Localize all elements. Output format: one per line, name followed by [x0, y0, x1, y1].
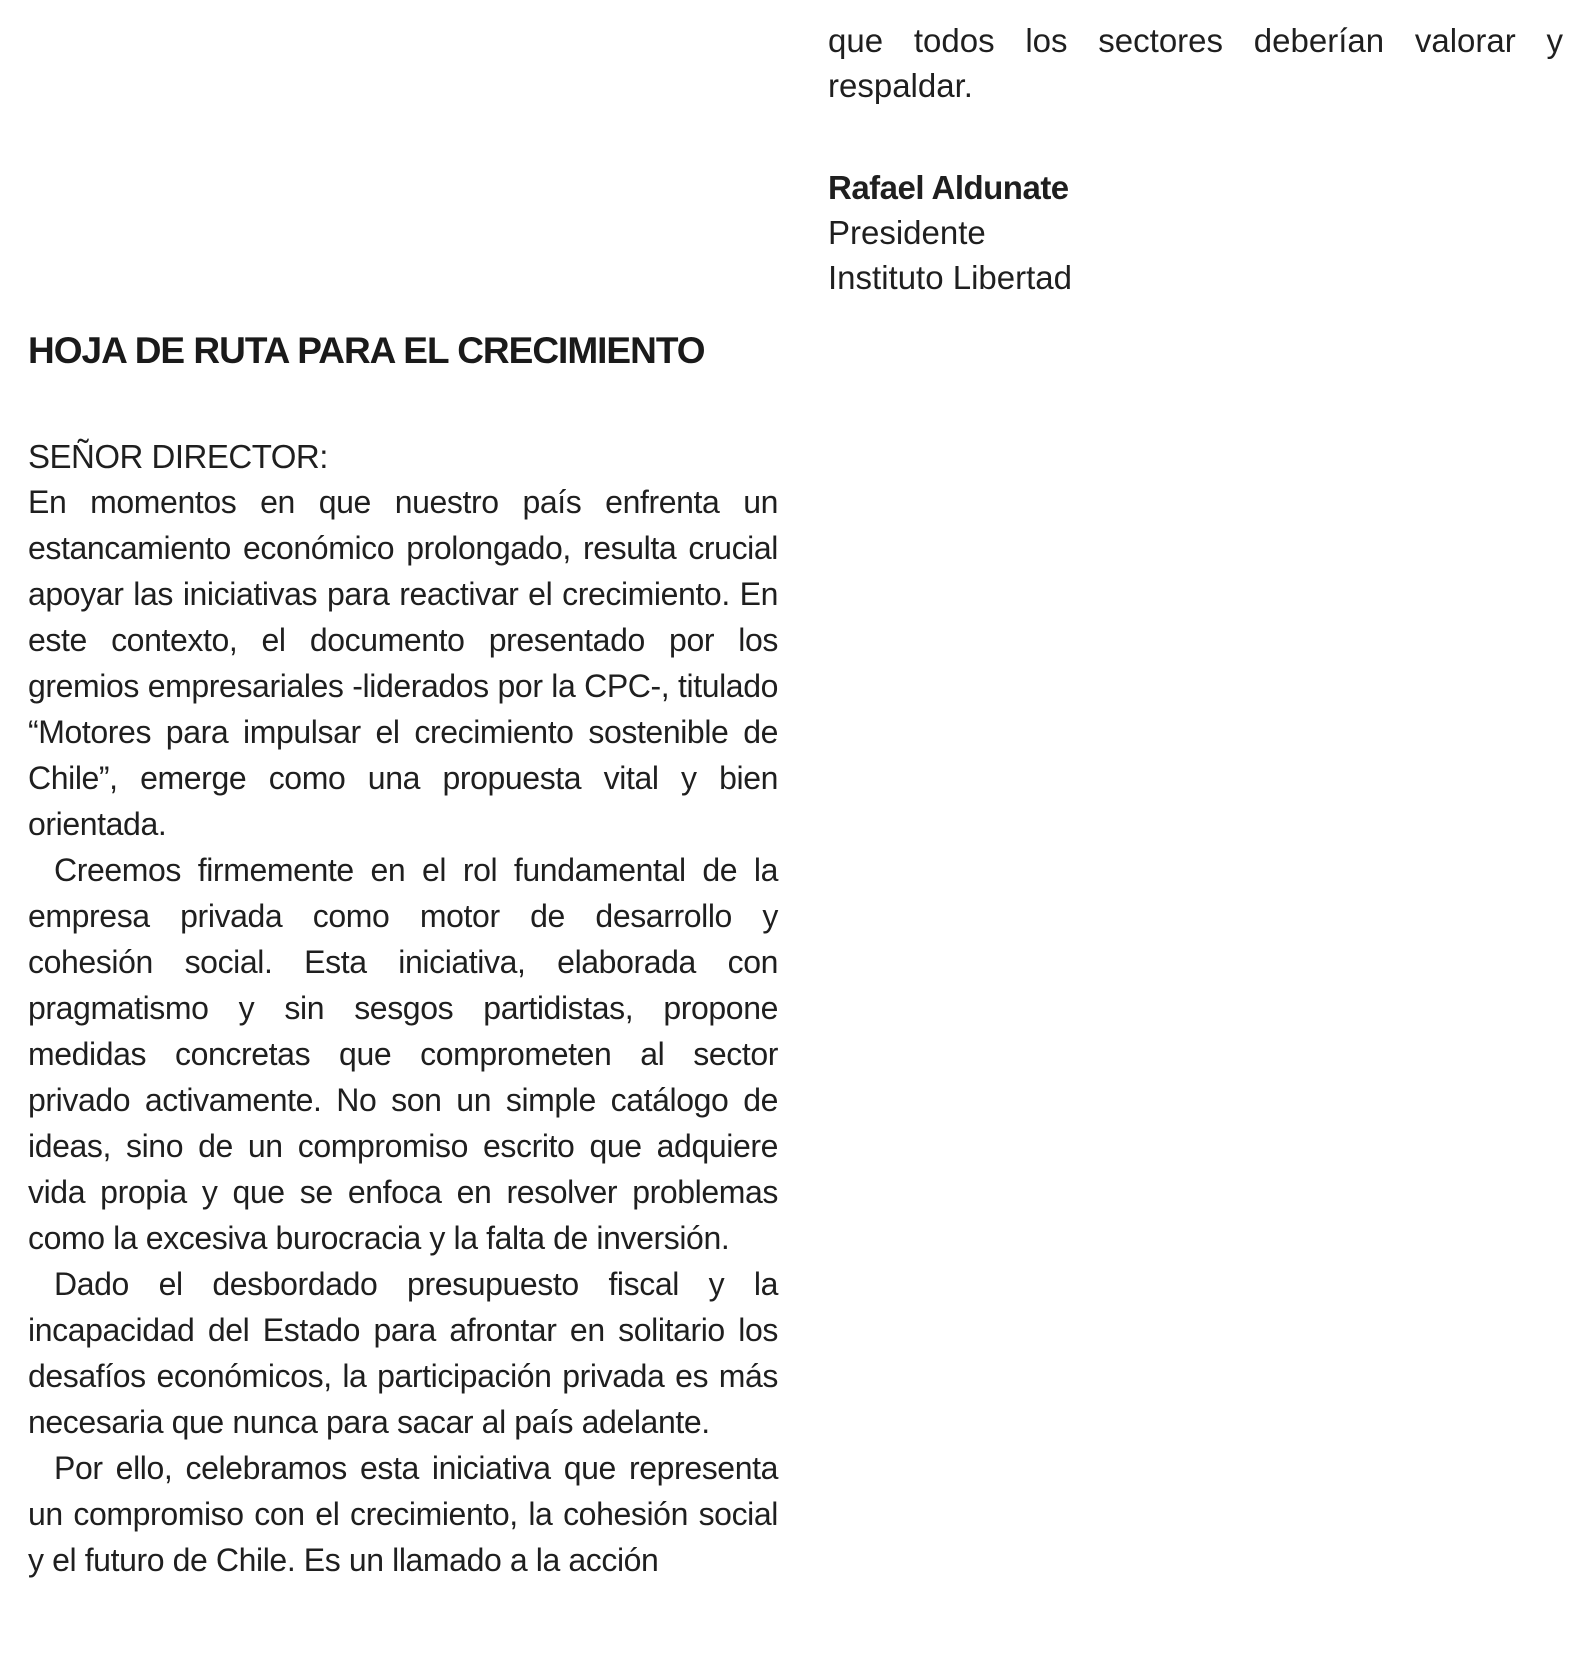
- letter-column: [28, 328, 778, 1583]
- letter-paragraph: Dado el desbordado presupuesto fiscal y la incapacidad del Estado para afrontar en solitario los desafíos económicos, la participación privada es más necesaria que nunca para sacar al país adelante.: [28, 1266, 778, 1440]
- letter-paragraph: Creemos firmemente en el rol fundamental de la empresa privada como motor de desarrollo y cohesión social. Esta iniciativa, elaborada con pragmatismo y sin sesgos partidistas, propone medidas concretas que comprometen al sector privado activamente. No son un simple catálogo de ideas, sino de un compromiso escrito que adquiere vida propia y que se enfoca en resolver problemas como la excesiva burocracia y la falta de inversión.: [28, 852, 778, 1256]
- continuation-text: que todos los sectores deberían valorar y respaldar.: [828, 22, 1563, 104]
- letter-body: [28, 479, 778, 1583]
- previous-letter-continuation: [828, 18, 1563, 108]
- signature-title: Presidente: [828, 214, 986, 251]
- signature-organization: Instituto Libertad: [828, 259, 1072, 296]
- letter-salutation: SEÑOR DIRECTOR:: [28, 438, 328, 475]
- previous-letter-signature: [828, 165, 1563, 300]
- signature-name: Rafael Aldunate: [828, 169, 1069, 206]
- letter-headline: HOJA DE RUTA PARA EL CRECIMIENTO: [28, 330, 705, 371]
- letter-paragraph: En momentos en que nuestro país enfrenta un estancamiento económico prolongado, resulta crucial apoyar las iniciativas para reactivar el crecimiento. En este contexto, el documento presentado por los gremios empresariales -liderados por la CPC-, titulado “Motores para impulsar el crecimiento sostenible de Chile”, emerge como una propuesta vital y bien orientada.: [28, 484, 778, 842]
- letter-paragraph: Por ello, celebramos esta iniciativa que representa un compromiso con el crecimiento, la cohesión social y el futuro de Chile. Es un llamado a la acción: [28, 1450, 778, 1578]
